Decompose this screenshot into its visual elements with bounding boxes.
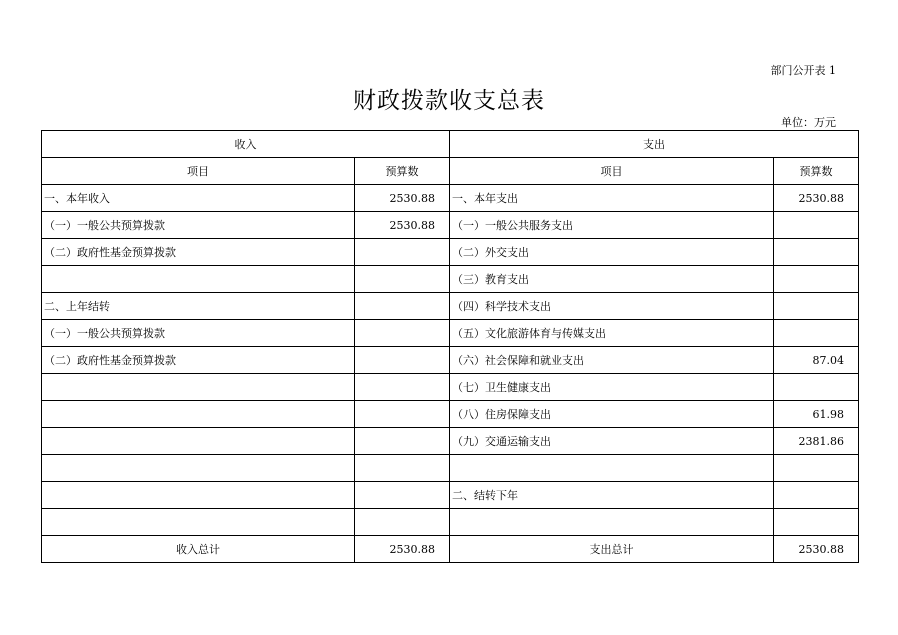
expense-amount: 61.98	[774, 401, 859, 428]
income-amount	[355, 401, 450, 428]
expense-item: （六）社会保障和就业支出	[450, 347, 774, 374]
income-amount	[355, 374, 450, 401]
table-row	[42, 401, 859, 428]
expense-item: （三）教育支出	[450, 266, 774, 293]
expense-item	[450, 455, 774, 482]
income-amount	[355, 509, 450, 536]
expense-amount	[774, 482, 859, 509]
expense-amount	[774, 239, 859, 266]
expense-amount	[774, 374, 859, 401]
table-row	[42, 347, 859, 374]
table-row	[42, 455, 859, 482]
expense-amount	[774, 509, 859, 536]
income-amount	[355, 320, 450, 347]
table-row	[42, 509, 859, 536]
income-total-amount: 2530.88	[355, 536, 450, 563]
expense-total-amount: 2530.88	[774, 536, 859, 563]
expense-total-label: 支出总计	[450, 536, 774, 563]
income-item	[42, 374, 355, 401]
expense-item: 一、本年支出	[450, 185, 774, 212]
page-title: 财政拨款收支总表	[353, 88, 545, 114]
column-header-row	[42, 158, 859, 185]
income-amount: 2530.88	[355, 212, 450, 239]
table-row	[42, 185, 859, 212]
income-header: 收入	[42, 131, 450, 158]
table-row	[42, 239, 859, 266]
table-row	[42, 212, 859, 239]
income-item	[42, 455, 355, 482]
totals-row	[42, 536, 859, 563]
table-row	[42, 266, 859, 293]
income-amount-header: 预算数	[355, 158, 450, 185]
form-number: 部门公开表 1	[770, 64, 836, 77]
income-item	[42, 509, 355, 536]
expense-amount: 2381.86	[774, 428, 859, 455]
income-item: 一、本年收入	[42, 185, 355, 212]
income-amount	[355, 455, 450, 482]
income-amount	[355, 428, 450, 455]
expense-amount: 2530.88	[774, 185, 859, 212]
income-item	[42, 266, 355, 293]
income-item: （一）一般公共预算拨款	[42, 320, 355, 347]
income-amount	[355, 293, 450, 320]
expense-amount	[774, 266, 859, 293]
expense-item: （五）文化旅游体育与传媒支出	[450, 320, 774, 347]
income-amount: 2530.88	[355, 185, 450, 212]
income-item: （二）政府性基金预算拨款	[42, 347, 355, 374]
expense-item: 二、结转下年	[450, 482, 774, 509]
income-item-header: 项目	[42, 158, 355, 185]
unit-label: 单位：万元	[781, 116, 836, 129]
income-item: （一）一般公共预算拨款	[42, 212, 355, 239]
table-row	[42, 428, 859, 455]
income-item	[42, 401, 355, 428]
expense-item: （四）科学技术支出	[450, 293, 774, 320]
income-total-label: 收入总计	[42, 536, 355, 563]
expense-item: （七）卫生健康支出	[450, 374, 774, 401]
table-row	[42, 482, 859, 509]
income-item: （二）政府性基金预算拨款	[42, 239, 355, 266]
expense-amount	[774, 212, 859, 239]
expense-amount	[774, 320, 859, 347]
expense-item: （八）住房保障支出	[450, 401, 774, 428]
table-row	[42, 320, 859, 347]
income-amount	[355, 482, 450, 509]
expense-item: （九）交通运输支出	[450, 428, 774, 455]
expense-amount	[774, 293, 859, 320]
income-item	[42, 482, 355, 509]
section-header-row	[42, 131, 859, 158]
budget-table	[41, 130, 859, 563]
expense-amount-header: 预算数	[774, 158, 859, 185]
table-row	[42, 293, 859, 320]
income-item	[42, 428, 355, 455]
expense-item-header: 项目	[450, 158, 774, 185]
expense-item: （一）一般公共服务支出	[450, 212, 774, 239]
income-amount	[355, 266, 450, 293]
income-amount	[355, 239, 450, 266]
expense-item	[450, 509, 774, 536]
table-row	[42, 374, 859, 401]
income-amount	[355, 347, 450, 374]
expense-amount	[774, 455, 859, 482]
expense-item: （二）外交支出	[450, 239, 774, 266]
expense-header: 支出	[450, 131, 859, 158]
expense-amount: 87.04	[774, 347, 859, 374]
income-item: 二、上年结转	[42, 293, 355, 320]
